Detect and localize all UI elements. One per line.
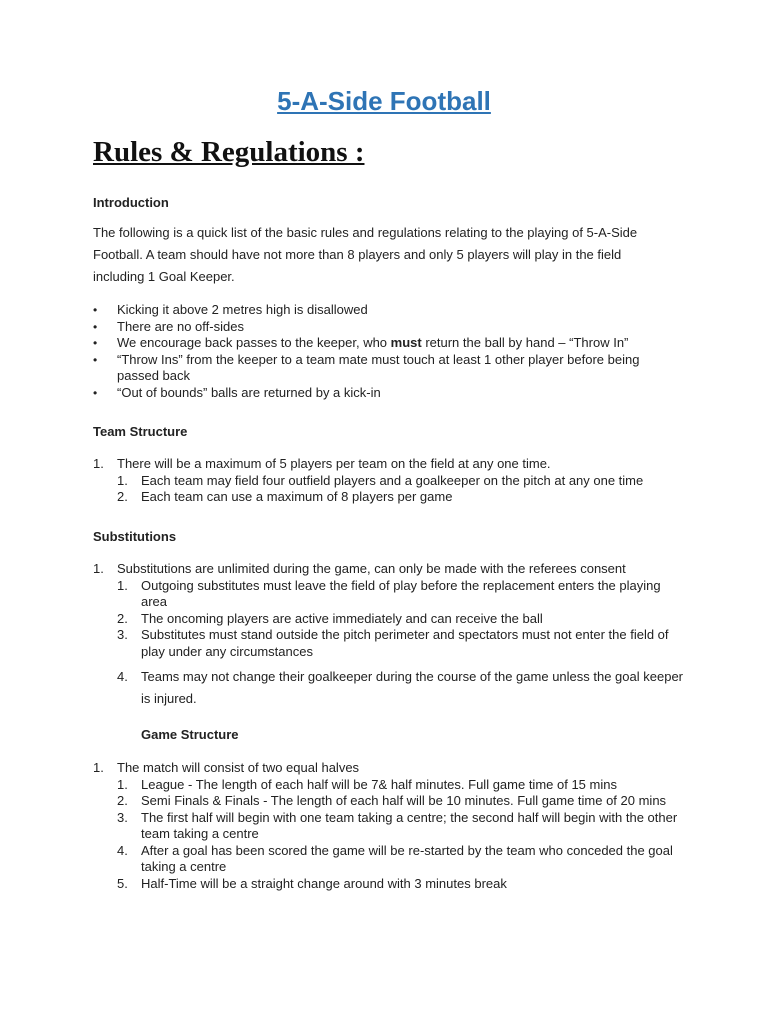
- item-text: Substitutions are unlimited during the game, can only be made with the referees consent: [117, 561, 626, 576]
- list-item: [93, 561, 683, 578]
- bullet-text: We encourage back passes to the keeper, who: [117, 335, 391, 350]
- sub-list-item: [93, 627, 683, 660]
- bullet-emphasis: must: [390, 335, 422, 350]
- sub-list-item: [93, 876, 683, 893]
- sub-list-item: [93, 578, 683, 611]
- item-text: League - The length of each half will be 7& half minutes. Full game time of 15 mins: [141, 776, 617, 792]
- item-number: 1.: [93, 561, 104, 576]
- list-item: • Kicking it above 2 metres high is disallowed: [93, 302, 683, 319]
- item-text: Each team may field four outfield players and a goalkeeper on the pitch at any one time: [141, 472, 644, 488]
- sub-list-item: [93, 777, 683, 794]
- item-number: 1.: [117, 776, 128, 792]
- game-structure-list: [93, 760, 683, 892]
- item-text: The match will consist of two equal halves: [117, 760, 360, 775]
- sub-list-item: [93, 611, 683, 628]
- item-text: After a goal has been scored the game will be re-started by the team who conceded the goal taking a centre: [141, 842, 673, 874]
- intro-bullet-list: [93, 302, 683, 401]
- sub-list-item: [93, 473, 683, 490]
- introduction-heading: Introduction: [93, 195, 169, 210]
- item-text: Teams may not change their goalkeeper during the course of the game unless the goal keeper is injured.: [141, 669, 684, 706]
- bullet-text: return the ball by hand – “Throw In”: [421, 335, 629, 350]
- sub-list-item: [93, 810, 683, 843]
- introduction-paragraph: The following is a quick list of the basic rules and regulations relating to the playing of 5-A-Side Football. A team should have not more than 8 players and only 5 players will play in the field including 1 Goal Keeper.: [93, 225, 638, 284]
- item-text: The first half will begin with one team taking a centre; the second half will begin with the other team taking a centre: [141, 809, 678, 841]
- list-item: [93, 456, 683, 473]
- substitutions-list: [93, 561, 683, 710]
- item-number: 2.: [117, 793, 128, 808]
- item-number: 4.: [117, 669, 128, 684]
- game-structure-heading: Game Structure: [141, 727, 239, 742]
- item-text: Outgoing substitutes must leave the field of play before the replacement enters the playing area: [141, 577, 661, 609]
- item-text: The oncoming players are active immediately and can receive the ball: [141, 610, 543, 626]
- item-text: There will be a maximum of 5 players per team on the field at any one time.: [117, 456, 551, 471]
- item-number: 2.: [117, 610, 128, 626]
- list-item: • “Out of bounds” balls are returned by a kick-in: [93, 385, 683, 402]
- item-number: 1.: [117, 472, 128, 488]
- sub-list-item: [93, 666, 683, 710]
- list-item: • There are no off-sides: [93, 319, 683, 336]
- item-number: 1.: [93, 456, 104, 471]
- document-title-text: 5-A-Side Football: [277, 86, 491, 116]
- item-number: 2.: [117, 489, 128, 504]
- item-text: Semi Finals & Finals - The length of each half will be 10 minutes. Full game time of 20 mins: [141, 793, 667, 808]
- list-item: [93, 335, 683, 352]
- team-structure-list: [93, 456, 683, 506]
- item-number: 4.: [117, 842, 128, 858]
- item-number: 1.: [93, 760, 104, 775]
- item-text: Substitutes must stand outside the pitch perimeter and spectators must not enter the field of play under any circumstances: [141, 627, 669, 659]
- item-text: Half-Time will be a straight change around with 3 minutes break: [141, 875, 507, 891]
- item-number: 1.: [117, 577, 128, 593]
- document-title: [0, 86, 768, 117]
- list-item: [93, 760, 683, 777]
- item-number: 3.: [117, 809, 128, 825]
- item-number: 5.: [117, 875, 128, 891]
- item-text: Each team can use a maximum of 8 players per game: [141, 489, 453, 504]
- sub-list-item: [93, 843, 683, 876]
- list-item: • “Throw Ins” from the keeper to a team mate must touch at least 1 other player before being passed back: [93, 352, 683, 385]
- team-structure-heading: Team Structure: [93, 424, 188, 439]
- sub-list-item: [93, 793, 683, 810]
- item-number: 3.: [117, 627, 128, 642]
- substitutions-heading: Substitutions: [93, 529, 177, 544]
- sub-list-item: [93, 489, 683, 506]
- rules-heading: Rules & Regulations :: [93, 136, 365, 168]
